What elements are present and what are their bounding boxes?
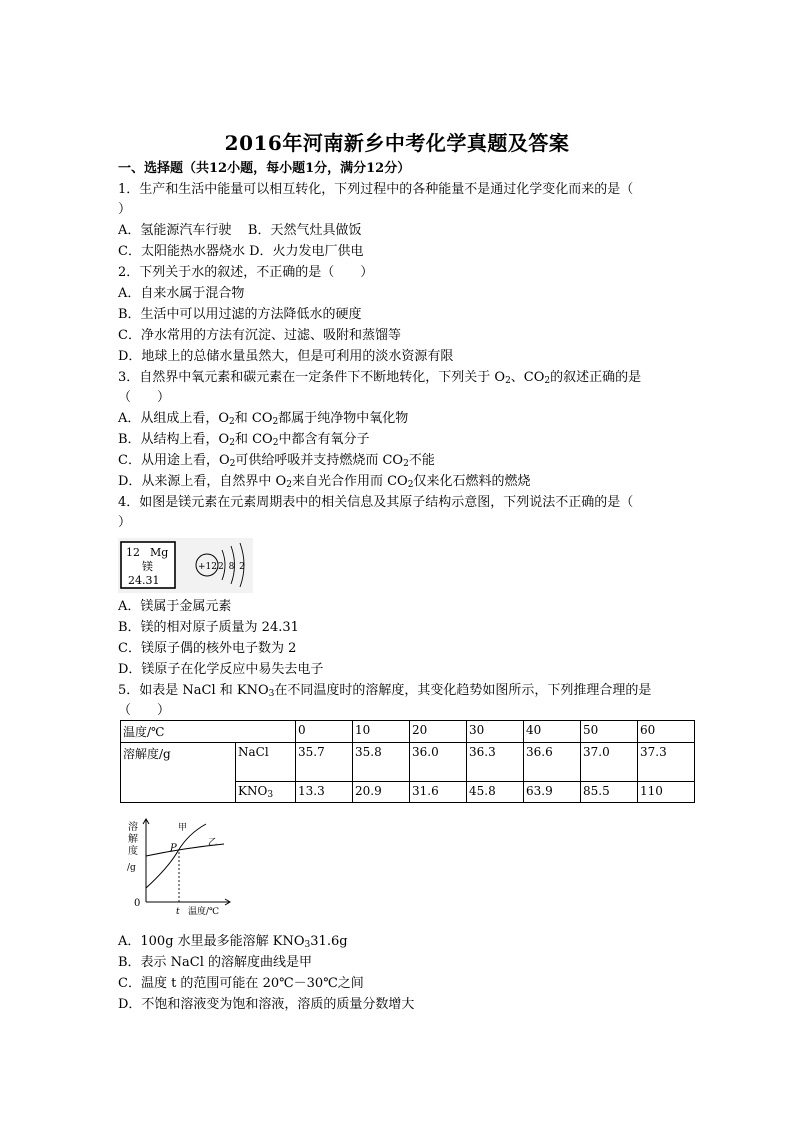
svg-text:溶: 溶: [128, 822, 138, 833]
intersection-point: P: [170, 843, 177, 854]
page-title: 2016年河南新乡中考化学真题及答案: [224, 131, 570, 155]
table-row: 温度/℃ 0 10 20 30 40 50 60: [121, 721, 695, 743]
q4-option-d: D．镁原子在化学反应中易失去电子: [118, 662, 324, 677]
q2-option-b: B．生活中可以用过滤的方法降低水的硬度: [118, 307, 362, 322]
q4-stem: 4．如图是镁元素在元素周期表中的相关信息及其原子结构示意图，下列说法不正确的是（: [118, 495, 634, 510]
q2-option-c: C．净水常用的方法有沉淀、过滤、吸附和蒸馏等: [118, 328, 401, 343]
q1-option-d: D．火力发电厂供电: [249, 244, 364, 259]
q2-option-d: D．地球上的总储水量虽然大，但是可利用的淡水资源有限: [118, 349, 454, 364]
graph-origin: 0: [134, 898, 141, 909]
q1-options-ab: [118, 222, 678, 240]
cell-name: 镁: [142, 560, 153, 573]
svg-text:度: 度: [128, 846, 138, 857]
q3-stem-cont: （ ）: [118, 390, 171, 405]
q5-option-c: C．温度 t 的范围可能在 20℃－30℃之间: [118, 976, 364, 991]
table-row: 溶解度/g NaCl 35.7 35.8 36.0 36.3 36.6 37.0 37.3: [121, 743, 695, 782]
x-axis-label: 温度/℃: [188, 907, 220, 917]
q1-option-a: A．氢能源汽车行驶: [118, 223, 232, 238]
q2-stem: 2．下列关于水的叙述，不正确的是（ ）: [118, 265, 374, 280]
q5-stem: 5．如表是 NaCl 和 $KNO_3$在不同温度时的溶解度，其变化趋势如图所示，下列推理合理的是: [118, 683, 652, 699]
q5-option-d: D．不饱和溶液变为饱和溶液，溶质的质量分数增大: [118, 997, 415, 1012]
section-heading: 一、选择题（共12小题，每小题1分，满分12分）: [118, 161, 411, 176]
q3-option-c: C．从用途上看，$O_2$可供给呼吸并支持燃烧而 $CO_2$不能: [118, 453, 435, 469]
cell-number: 12: [126, 546, 140, 559]
magnesium-figure: [118, 538, 253, 593]
q2-option-a: A．自来水属于混合物: [118, 286, 245, 301]
q1-stem: 1．生产和生活中能量可以相互转化，下列过程中的各种能量不是通过化学变化而来的是（: [118, 182, 634, 197]
q5-stem-cont: （ ）: [118, 703, 171, 718]
q4-option-b: B．镁的相对原子质量为 24.31: [118, 620, 299, 635]
q1-option-c: C．太阳能热水器烧水: [118, 244, 245, 259]
curve-yi-label: 乙: [208, 838, 218, 848]
q4-option-c: C．镁原子偶的核外电子数为 2: [118, 641, 297, 656]
electron-shells: 2 8 2: [218, 562, 246, 572]
q3-option-b: B．从结构上看，$O_2$和 $CO_2$中都含有氧分子: [118, 432, 370, 448]
q4-option-a: A．镁属于金属元素: [118, 599, 232, 614]
curve-jia: [146, 824, 206, 888]
q1-stem-cont: ）: [118, 202, 132, 217]
svg-text:/g: /g: [127, 863, 136, 873]
curve-jia-label: 甲: [178, 823, 188, 833]
q5-option-b: B．表示 NaCl 的溶解度曲线是甲: [118, 955, 313, 970]
solubility-table: [120, 720, 695, 803]
q1-options-cd: [118, 243, 678, 261]
q3-option-a: A．从组成上看，$O_2$和 $CO_2$都属于纯净物中氧化物: [118, 411, 409, 427]
q1-option-b: B．天然气灶具做饭: [247, 223, 362, 238]
cell-mass: 24.31: [128, 574, 160, 587]
t-label: t: [176, 907, 180, 917]
cell-symbol: Mg: [150, 546, 169, 559]
svg-text:解: 解: [128, 834, 138, 845]
q3-option-d: D．从来源上看，自然界中 $O_2$来自光合作用而 $CO_2$仅来化石燃料的燃烧: [118, 474, 531, 490]
table-row: $KNO_3$ 13.3 20.9 31.6 45.8 63.9 85.5 110: [121, 782, 695, 803]
q3-stem: 3．自然界中氧元素和碳元素在一定条件下不断地转化，下列关于 $O_2$、$CO_2$的叙述正确的是: [118, 370, 642, 386]
q5-option-a: A．100g 水里最多能溶解 $KNO_331.6g$: [118, 934, 348, 950]
nucleus-charge: +12: [198, 562, 217, 572]
solubility-curve-graph: [124, 818, 232, 918]
q4-stem-cont: ）: [118, 515, 132, 530]
